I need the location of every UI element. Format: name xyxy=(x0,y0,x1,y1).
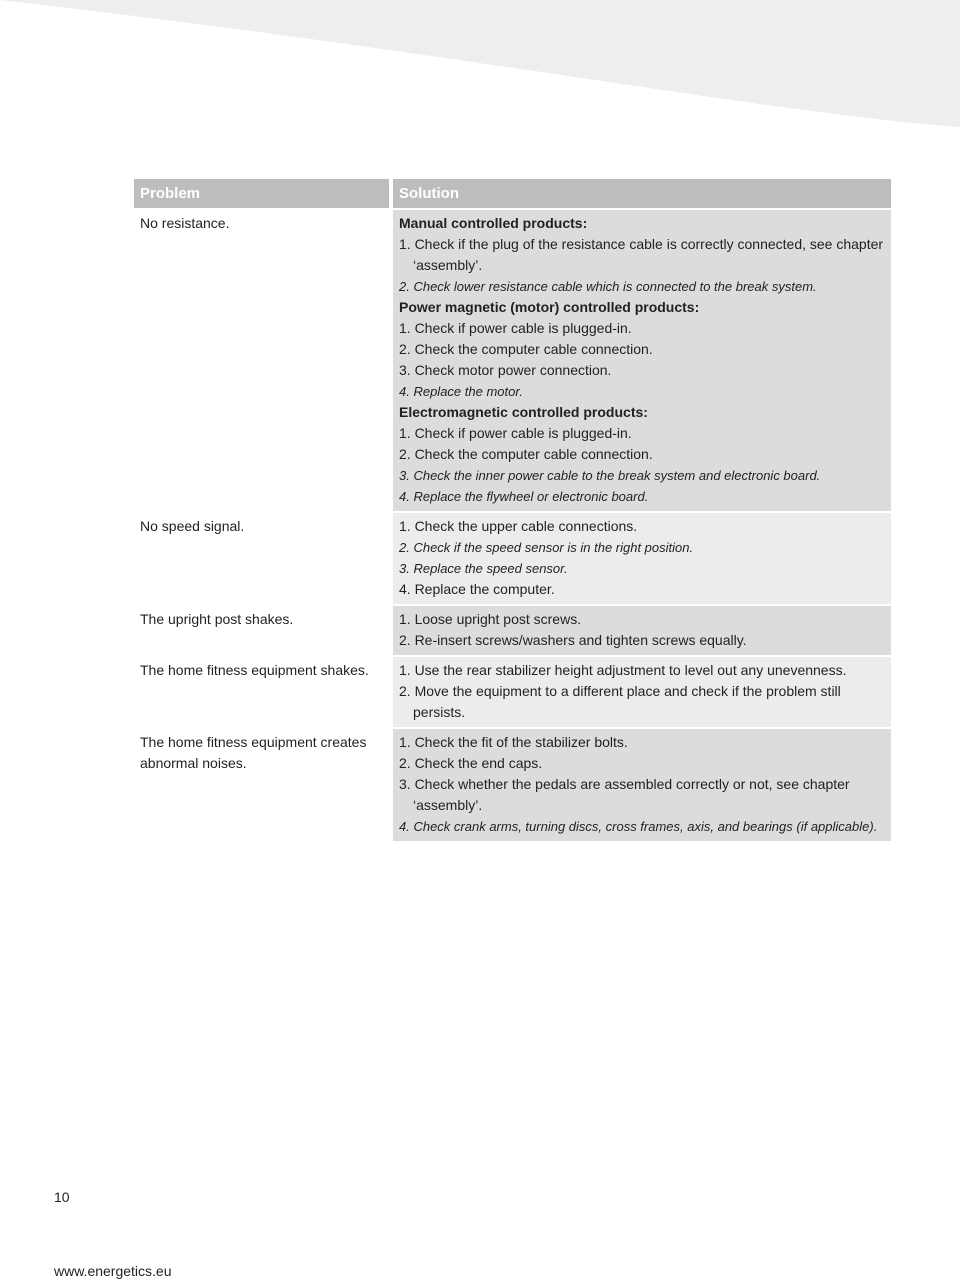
solution-step: 1. Check if power cable is plugged-in. xyxy=(399,425,632,441)
solution-step: 2. Check the computer cable connection. xyxy=(399,341,653,357)
page-number: 10 xyxy=(54,1189,70,1205)
solution-cell xyxy=(389,606,891,655)
solution-step: 2. Check the computer cable connection. xyxy=(399,446,653,462)
solution-step: 4. Replace the flywheel or electronic board. xyxy=(399,489,649,504)
table-row xyxy=(134,606,891,655)
solution-subheading: Electromagnetic controlled products: xyxy=(399,404,648,420)
table-header-row xyxy=(134,179,891,208)
solution-step: 2. Move the equipment to a different place and check if the problem still persists. xyxy=(399,683,841,720)
website-url: www.energetics.eu xyxy=(54,1263,172,1279)
solution-step: 3. Check the inner power cable to the break system and electronic board. xyxy=(399,468,821,483)
solution-step: 1. Check if the plug of the resistance cable is correctly connected, see chapter ‘assembly’. xyxy=(399,236,884,273)
solution-step: 4. Replace the computer. xyxy=(399,581,555,597)
problem-cell: No speed signal. xyxy=(134,513,389,604)
table-row xyxy=(134,513,891,604)
solution-step: 4. Replace the motor. xyxy=(399,384,523,399)
solution-step: 3. Check whether the pedals are assembled correctly or not, see chapter ‘assembly’. xyxy=(399,776,850,813)
solution-step: 1. Check if power cable is plugged-in. xyxy=(399,320,632,336)
table-row xyxy=(134,729,891,841)
top-decorative-band xyxy=(0,0,960,130)
solution-step: 1. Loose upright post screws. xyxy=(399,611,582,627)
solution-step: 3. Replace the speed sensor. xyxy=(399,561,568,576)
solution-subheading: Power magnetic (motor) controlled products: xyxy=(399,299,700,315)
solution-step: 2. Re-insert screws/washers and tighten screws equally. xyxy=(399,632,747,648)
solution-step: 3. Check motor power connection. xyxy=(399,362,612,378)
solution-step: 4. Check crank arms, turning discs, cross frames, axis, and bearings (if applicable). xyxy=(399,819,878,834)
solution-cell xyxy=(389,513,891,604)
solution-cell xyxy=(389,210,891,511)
solution-step: 2. Check the end caps. xyxy=(399,755,543,771)
solution-step: 1. Check the fit of the stabilizer bolts. xyxy=(399,734,628,750)
table-row xyxy=(134,210,891,511)
problem-header: Problem xyxy=(134,179,389,208)
solution-header: Solution xyxy=(389,179,891,208)
solution-step: 1. Check the upper cable connections. xyxy=(399,518,638,534)
solution-subheading: Manual controlled products: xyxy=(399,215,588,231)
problem-cell: The upright post shakes. xyxy=(134,606,389,655)
troubleshooting-table xyxy=(134,177,891,843)
problem-cell: No resistance. xyxy=(134,210,389,511)
solution-cell xyxy=(389,729,891,841)
table-row xyxy=(134,657,891,727)
solution-step: 2. Check lower resistance cable which is connected to the break system. xyxy=(399,279,817,294)
solution-cell xyxy=(389,657,891,727)
problem-cell: The home fitness equipment shakes. xyxy=(134,657,389,727)
problem-cell: The home fitness equipment creates abnormal noises. xyxy=(134,729,389,841)
solution-step: 2. Check if the speed sensor is in the right position. xyxy=(399,540,694,555)
solution-step: 1. Use the rear stabilizer height adjustment to level out any unevenness. xyxy=(399,662,847,678)
